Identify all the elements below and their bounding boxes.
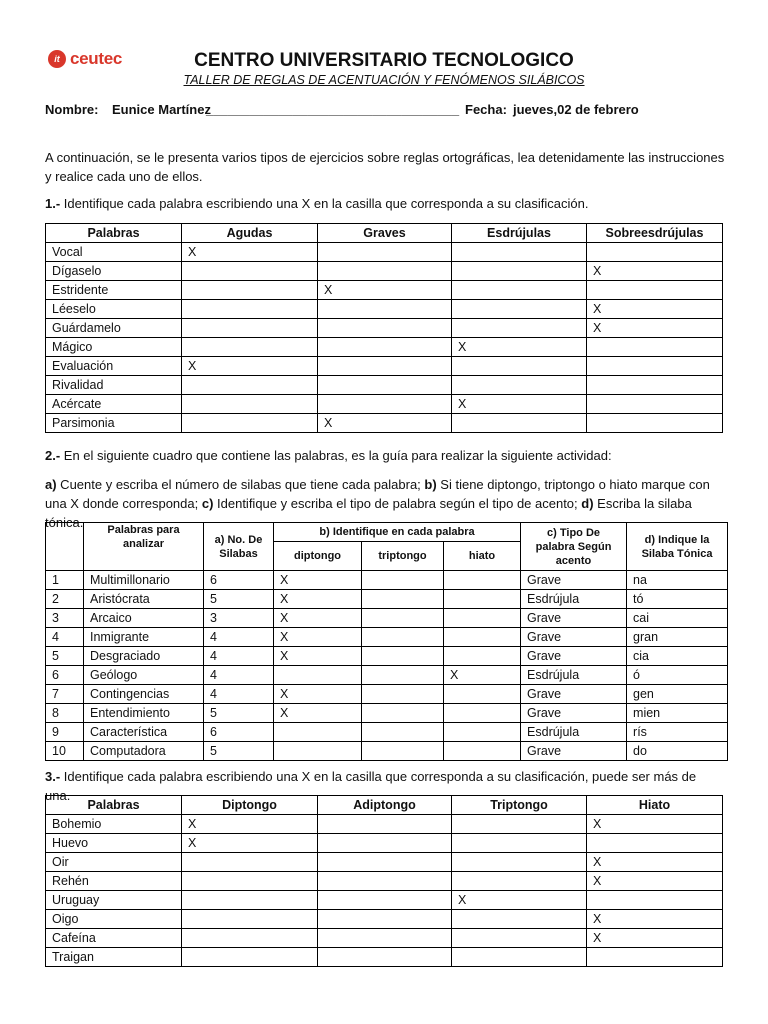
word-type: Grave xyxy=(521,704,627,723)
tonic-syllable: gran xyxy=(627,628,728,647)
word-cell: Geólogo xyxy=(84,666,204,685)
table-row xyxy=(46,929,723,948)
mark-cell xyxy=(318,395,452,414)
page-title: CENTRO UNIVERSITARIO TECNOLOGICO xyxy=(194,50,574,71)
mark-cell: X xyxy=(182,357,318,376)
table-row xyxy=(46,834,723,853)
table-row xyxy=(46,609,728,628)
word-cell: Vocal xyxy=(46,243,182,262)
header-cell: Agudas xyxy=(182,224,318,243)
table-row xyxy=(46,376,723,395)
mark-cell xyxy=(452,929,587,948)
mark-cell xyxy=(182,872,318,891)
tonic-syllable: do xyxy=(627,742,728,761)
mark-cell xyxy=(182,853,318,872)
syllable-count: 3 xyxy=(204,609,274,628)
mark-cell xyxy=(452,834,587,853)
word-type: Esdrújula xyxy=(521,666,627,685)
table-row xyxy=(46,853,723,872)
tonic-syllable: ó xyxy=(627,666,728,685)
nombre-blank: ___________________________________ xyxy=(206,102,460,117)
triptongo-mark xyxy=(362,647,444,666)
word-cell: Oigo xyxy=(46,910,182,929)
table-row xyxy=(46,685,728,704)
syllable-count: 5 xyxy=(204,742,274,761)
mark-cell xyxy=(452,262,587,281)
mark-cell xyxy=(182,319,318,338)
triptongo-mark xyxy=(362,609,444,628)
nombre-value: Eunice Martínez xyxy=(112,102,211,117)
hiato-mark xyxy=(444,571,521,590)
table-row xyxy=(46,395,723,414)
mark-cell xyxy=(318,357,452,376)
section1-header-row xyxy=(46,224,723,243)
mark-cell xyxy=(318,948,452,967)
logo-text: ceutec xyxy=(70,49,123,68)
hiato-mark xyxy=(444,628,521,647)
word-cell: Guárdamelo xyxy=(46,319,182,338)
table-row xyxy=(46,300,723,319)
word-type: Grave xyxy=(521,742,627,761)
mark-cell xyxy=(587,891,723,910)
diptongo-mark xyxy=(274,742,362,761)
step-a-letter: a) xyxy=(45,477,57,492)
word-cell: Parsimonia xyxy=(46,414,182,433)
section2-instruction xyxy=(45,446,725,465)
section1-text: Identifique cada palabra escribiendo una X en la casilla que corresponda a su clasificación. xyxy=(60,196,589,211)
triptongo-mark xyxy=(362,666,444,685)
section2-text: En el siguiente cuadro que contiene las palabras, es la guía para realizar la siguiente actividad: xyxy=(60,448,612,463)
table-row xyxy=(46,742,728,761)
mark-cell xyxy=(182,910,318,929)
word-cell: Multimillonario xyxy=(84,571,204,590)
triptongo-mark xyxy=(362,590,444,609)
mark-cell xyxy=(452,872,587,891)
mark-cell xyxy=(452,853,587,872)
mark-cell xyxy=(587,395,723,414)
header-palabras: Palabras para analizar xyxy=(84,523,204,571)
table-row xyxy=(46,319,723,338)
word-cell: Estridente xyxy=(46,281,182,300)
word-type: Grave xyxy=(521,685,627,704)
table-row xyxy=(46,262,723,281)
hiato-mark xyxy=(444,590,521,609)
mark-cell xyxy=(452,319,587,338)
word-cell: Mágico xyxy=(46,338,182,357)
word-cell: Acércate xyxy=(46,395,182,414)
table-row xyxy=(46,704,728,723)
diptongo-mark: X xyxy=(274,571,362,590)
word-type: Grave xyxy=(521,628,627,647)
mark-cell xyxy=(318,891,452,910)
word-cell: Aristócrata xyxy=(84,590,204,609)
mark-cell: X xyxy=(182,815,318,834)
mark-cell xyxy=(318,376,452,395)
header-identifique: b) Identifique en cada palabra xyxy=(274,523,521,542)
section2-header-row xyxy=(46,523,728,542)
mark-cell xyxy=(452,910,587,929)
mark-cell: X xyxy=(318,414,452,433)
row-number: 4 xyxy=(46,628,84,647)
table-row xyxy=(46,590,728,609)
triptongo-mark xyxy=(362,685,444,704)
step-d-text: Escriba la silaba tónica. xyxy=(45,496,692,530)
step-c-text: Identifique y escriba el tipo de palabra según el tipo de acento; xyxy=(213,496,582,511)
header-cell: Triptongo xyxy=(452,796,587,815)
triptongo-mark xyxy=(362,742,444,761)
section1-number: 1.- xyxy=(45,196,61,211)
word-cell: Huevo xyxy=(46,834,182,853)
triptongo-mark xyxy=(362,628,444,647)
tonic-syllable: gen xyxy=(627,685,728,704)
tonic-syllable: cia xyxy=(627,647,728,666)
diptongo-mark: X xyxy=(274,647,362,666)
word-type: Esdrújula xyxy=(521,590,627,609)
mark-cell xyxy=(452,948,587,967)
hiato-mark: X xyxy=(444,666,521,685)
word-cell: Contingencias xyxy=(84,685,204,704)
diptongo-mark: X xyxy=(274,704,362,723)
mark-cell xyxy=(318,872,452,891)
hiato-mark xyxy=(444,723,521,742)
table-row xyxy=(46,414,723,433)
word-type: Grave xyxy=(521,647,627,666)
word-type: Esdrújula xyxy=(521,723,627,742)
mark-cell xyxy=(587,357,723,376)
mark-cell xyxy=(318,834,452,853)
diptongo-mark: X xyxy=(274,590,362,609)
mark-cell xyxy=(318,338,452,357)
intro-paragraph: A continuación, se le presenta varios tipos de ejercicios sobre reglas ortográficas, lea detenidamente las instrucciones y realice cada uno de ellos. xyxy=(45,150,725,184)
word-cell: Dígaselo xyxy=(46,262,182,281)
mark-cell xyxy=(182,376,318,395)
mark-cell xyxy=(182,891,318,910)
mark-cell xyxy=(318,910,452,929)
triptongo-mark xyxy=(362,571,444,590)
header-cell: Palabras xyxy=(46,224,182,243)
word-cell: Inmigrante xyxy=(84,628,204,647)
word-cell: Computadora xyxy=(84,742,204,761)
diptongo-mark xyxy=(274,723,362,742)
table-row xyxy=(46,666,728,685)
syllable-count: 6 xyxy=(204,723,274,742)
word-cell: Arcaico xyxy=(84,609,204,628)
row-number: 6 xyxy=(46,666,84,685)
mark-cell: X xyxy=(587,319,723,338)
table-row xyxy=(46,647,728,666)
table-row xyxy=(46,723,728,742)
mark-cell xyxy=(452,300,587,319)
header-cell: Hiato xyxy=(587,796,723,815)
mark-cell: X xyxy=(182,834,318,853)
word-cell: Rehén xyxy=(46,872,182,891)
mark-cell xyxy=(318,262,452,281)
word-cell: Rivalidad xyxy=(46,376,182,395)
header-cell: Diptongo xyxy=(182,796,318,815)
header-tonica: d) Indique la Silaba Tónica xyxy=(627,523,728,571)
header-cell: Graves xyxy=(318,224,452,243)
table-row xyxy=(46,628,728,647)
header-cell: Esdrújulas xyxy=(452,224,587,243)
diptongo-mark: X xyxy=(274,685,362,704)
word-cell: Desgraciado xyxy=(84,647,204,666)
mark-cell xyxy=(452,414,587,433)
mark-cell: X xyxy=(587,853,723,872)
tonic-syllable: mien xyxy=(627,704,728,723)
word-type: Grave xyxy=(521,571,627,590)
word-cell: Uruguay xyxy=(46,891,182,910)
mark-cell xyxy=(587,414,723,433)
fecha-value: jueves,02 de febrero xyxy=(513,102,639,117)
word-cell: Bohemio xyxy=(46,815,182,834)
section3-header-row xyxy=(46,796,723,815)
mark-cell xyxy=(182,414,318,433)
mark-cell xyxy=(182,395,318,414)
hiato-mark xyxy=(444,647,521,666)
mark-cell xyxy=(587,338,723,357)
table-row xyxy=(46,338,723,357)
word-cell: Traigan xyxy=(46,948,182,967)
table-row xyxy=(46,872,723,891)
mark-cell xyxy=(452,357,587,376)
mark-cell xyxy=(587,243,723,262)
header-diptongo: diptongo xyxy=(274,542,362,571)
section1-instruction xyxy=(45,194,725,213)
mark-cell xyxy=(318,853,452,872)
table-row xyxy=(46,243,723,262)
header-triptongo: triptongo xyxy=(362,542,444,571)
row-number: 2 xyxy=(46,590,84,609)
table-row xyxy=(46,948,723,967)
word-cell: Evaluación xyxy=(46,357,182,376)
step-c-letter: c) xyxy=(201,496,214,511)
step-a-text: Cuente y escriba el número de silabas que tiene cada palabra; xyxy=(56,477,425,492)
table-row xyxy=(46,815,723,834)
mark-cell xyxy=(587,281,723,300)
row-number: 3 xyxy=(46,609,84,628)
mark-cell: X xyxy=(587,262,723,281)
header-cell: Sobreesdrújulas xyxy=(587,224,723,243)
mark-cell: X xyxy=(587,929,723,948)
mark-cell xyxy=(318,243,452,262)
mark-cell: X xyxy=(587,910,723,929)
section3-number: 3.- xyxy=(45,769,61,784)
section1-table xyxy=(45,223,723,433)
mark-cell: X xyxy=(587,300,723,319)
diptongo-mark: X xyxy=(274,609,362,628)
table-row xyxy=(46,281,723,300)
word-cell: Característica xyxy=(84,723,204,742)
word-type: Grave xyxy=(521,609,627,628)
number-header xyxy=(46,523,84,571)
word-cell: Oir xyxy=(46,853,182,872)
mark-cell: X xyxy=(587,872,723,891)
row-number: 7 xyxy=(46,685,84,704)
mark-cell: X xyxy=(452,891,587,910)
syllable-count: 5 xyxy=(204,590,274,609)
section3-table xyxy=(45,795,723,967)
mark-cell xyxy=(182,262,318,281)
mark-cell xyxy=(587,948,723,967)
section2-table xyxy=(45,522,728,761)
syllable-count: 4 xyxy=(204,685,274,704)
mark-cell: X xyxy=(452,395,587,414)
header-cell: Adiptongo xyxy=(318,796,452,815)
tonic-syllable: cai xyxy=(627,609,728,628)
mark-cell xyxy=(452,281,587,300)
mark-cell xyxy=(587,834,723,853)
mark-cell xyxy=(318,319,452,338)
hiato-mark xyxy=(444,742,521,761)
syllable-count: 6 xyxy=(204,571,274,590)
triptongo-mark xyxy=(362,704,444,723)
header-tipo: c) Tipo De palabra Según acento xyxy=(521,523,627,571)
hiato-mark xyxy=(444,685,521,704)
syllable-count: 5 xyxy=(204,704,274,723)
table-row xyxy=(46,357,723,376)
row-number: 5 xyxy=(46,647,84,666)
syllable-count: 4 xyxy=(204,647,274,666)
row-number: 8 xyxy=(46,704,84,723)
step-b-letter: b) xyxy=(424,477,437,492)
mark-cell xyxy=(452,815,587,834)
table-row xyxy=(46,571,728,590)
mark-cell xyxy=(182,948,318,967)
mark-cell xyxy=(452,243,587,262)
word-cell: Entendimiento xyxy=(84,704,204,723)
mark-cell xyxy=(318,929,452,948)
syllable-count: 4 xyxy=(204,666,274,685)
mark-cell xyxy=(318,300,452,319)
mark-cell: X xyxy=(182,243,318,262)
triptongo-mark xyxy=(362,723,444,742)
syllable-count: 4 xyxy=(204,628,274,647)
nombre-label: Nombre: xyxy=(45,102,99,117)
header-silabas: a) No. De Silabas xyxy=(204,523,274,571)
header-cell: Palabras xyxy=(46,796,182,815)
tonic-syllable: rís xyxy=(627,723,728,742)
mark-cell xyxy=(182,281,318,300)
header-hiato: hiato xyxy=(444,542,521,571)
step-d-letter: d) xyxy=(581,496,594,511)
mark-cell: X xyxy=(318,281,452,300)
diptongo-mark xyxy=(274,666,362,685)
table-row xyxy=(46,891,723,910)
fecha-label: Fecha: xyxy=(465,102,507,117)
mark-cell xyxy=(318,815,452,834)
mark-cell xyxy=(182,929,318,948)
step-b-text: Si tiene diptongo, triptongo o hiato marque con una X donde corresponda; xyxy=(45,477,710,511)
row-number: 1 xyxy=(46,571,84,590)
word-cell: Cafeína xyxy=(46,929,182,948)
hiato-mark xyxy=(444,704,521,723)
mark-cell: X xyxy=(452,338,587,357)
word-cell: Léeselo xyxy=(46,300,182,319)
mark-cell: X xyxy=(587,815,723,834)
mark-cell xyxy=(452,376,587,395)
logo-mark: it xyxy=(48,50,66,68)
tonic-syllable: na xyxy=(627,571,728,590)
tonic-syllable: tó xyxy=(627,590,728,609)
row-number: 10 xyxy=(46,742,84,761)
mark-cell xyxy=(587,376,723,395)
mark-cell xyxy=(182,300,318,319)
section3-text: Identifique cada palabra escribiendo una X en la casilla que corresponda a su clasificación, puede ser más de una. xyxy=(45,769,697,803)
mark-cell xyxy=(182,338,318,357)
row-number: 9 xyxy=(46,723,84,742)
hiato-mark xyxy=(444,609,521,628)
section2-number: 2.- xyxy=(45,448,61,463)
diptongo-mark: X xyxy=(274,628,362,647)
page-subtitle: TALLER DE REGLAS DE ACENTUACIÓN Y FENÓMENOS SILÁBICOS xyxy=(183,73,585,87)
table-row xyxy=(46,910,723,929)
